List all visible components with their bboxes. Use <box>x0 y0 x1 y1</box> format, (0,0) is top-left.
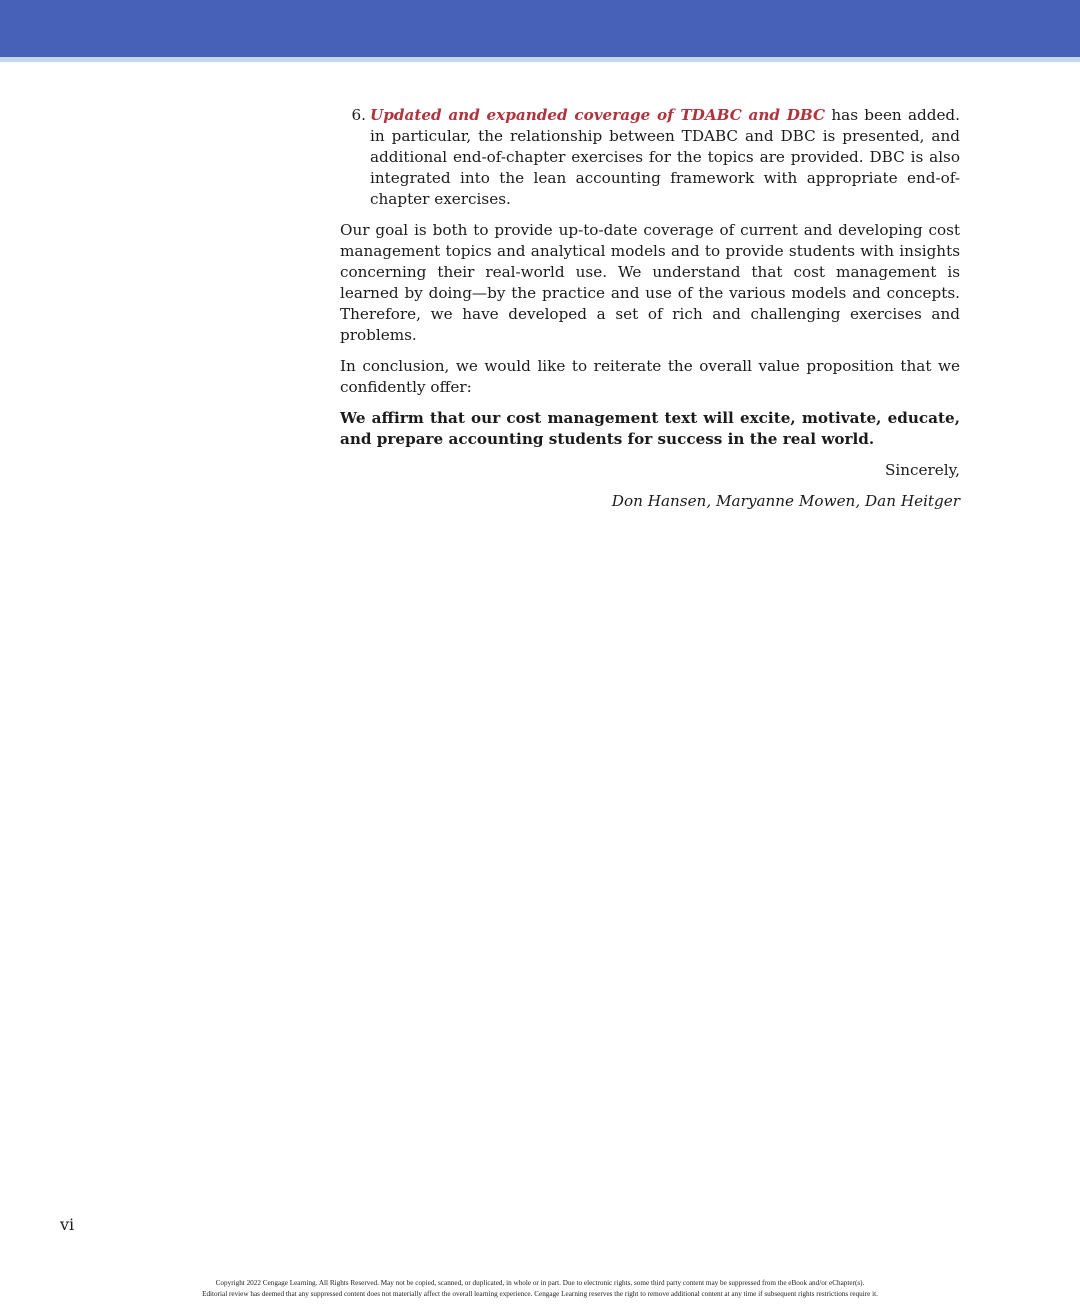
closing-salutation: Sincerely, <box>884 461 960 479</box>
footer-line-1: Copyright 2022 Cengage Learning. All Rights Reserved. May not be copied, scanned, or duplicated, in whole or in part. Due to electronic rights, some third party content may be suppressed from the eBook and/or eChapter(s). <box>215 1279 865 1287</box>
footer-line-2: Editorial review has deemed that any suppressed content does not materially affect the overall learning experience. Cengage Learning reserves the right to remove additional content at any time if subsequent rights restrictions require it. <box>202 1290 878 1298</box>
list-item <box>340 105 960 210</box>
list-item-body <box>370 105 960 210</box>
paragraph-conclusion: In conclusion, we would like to reiterate the overall value proposition that we confidently offer: <box>340 357 960 396</box>
list-item-number: 6. <box>351 106 366 124</box>
header-stripe <box>0 57 1080 62</box>
paragraph-goal: Our goal is both to provide up-to-date coverage of current and developing cost management topics and analytical models and to provide students with insights concerning their real-world use. We understand that cost management is learned by doing—by the practice and use of the various models and concepts. Therefore, we have developed a set of rich and challenging exercises and problems. <box>340 221 960 344</box>
letter-body <box>340 105 960 522</box>
list-item-highlight: Updated and expanded coverage of TDABC and DBC <box>370 106 826 124</box>
page-number: vi <box>60 1215 75 1234</box>
list-item-text: has been added. in particular, the relationship between TDABC and DBC is presented, and additional end-of-chapter exercises for the topics are provided. DBC is also integrated into the lean accounting framework with appropriate end-of-chapter exercises. <box>370 106 960 208</box>
header-band <box>0 0 1080 57</box>
author-names: Don Hansen, Maryanne Mowen, Dan Heitger <box>611 492 960 510</box>
copyright-footer <box>0 1278 1080 1300</box>
affirmation-paragraph: We affirm that our cost management text will excite, motivate, educate, and prepare accounting students for success in the real world. <box>340 409 960 448</box>
